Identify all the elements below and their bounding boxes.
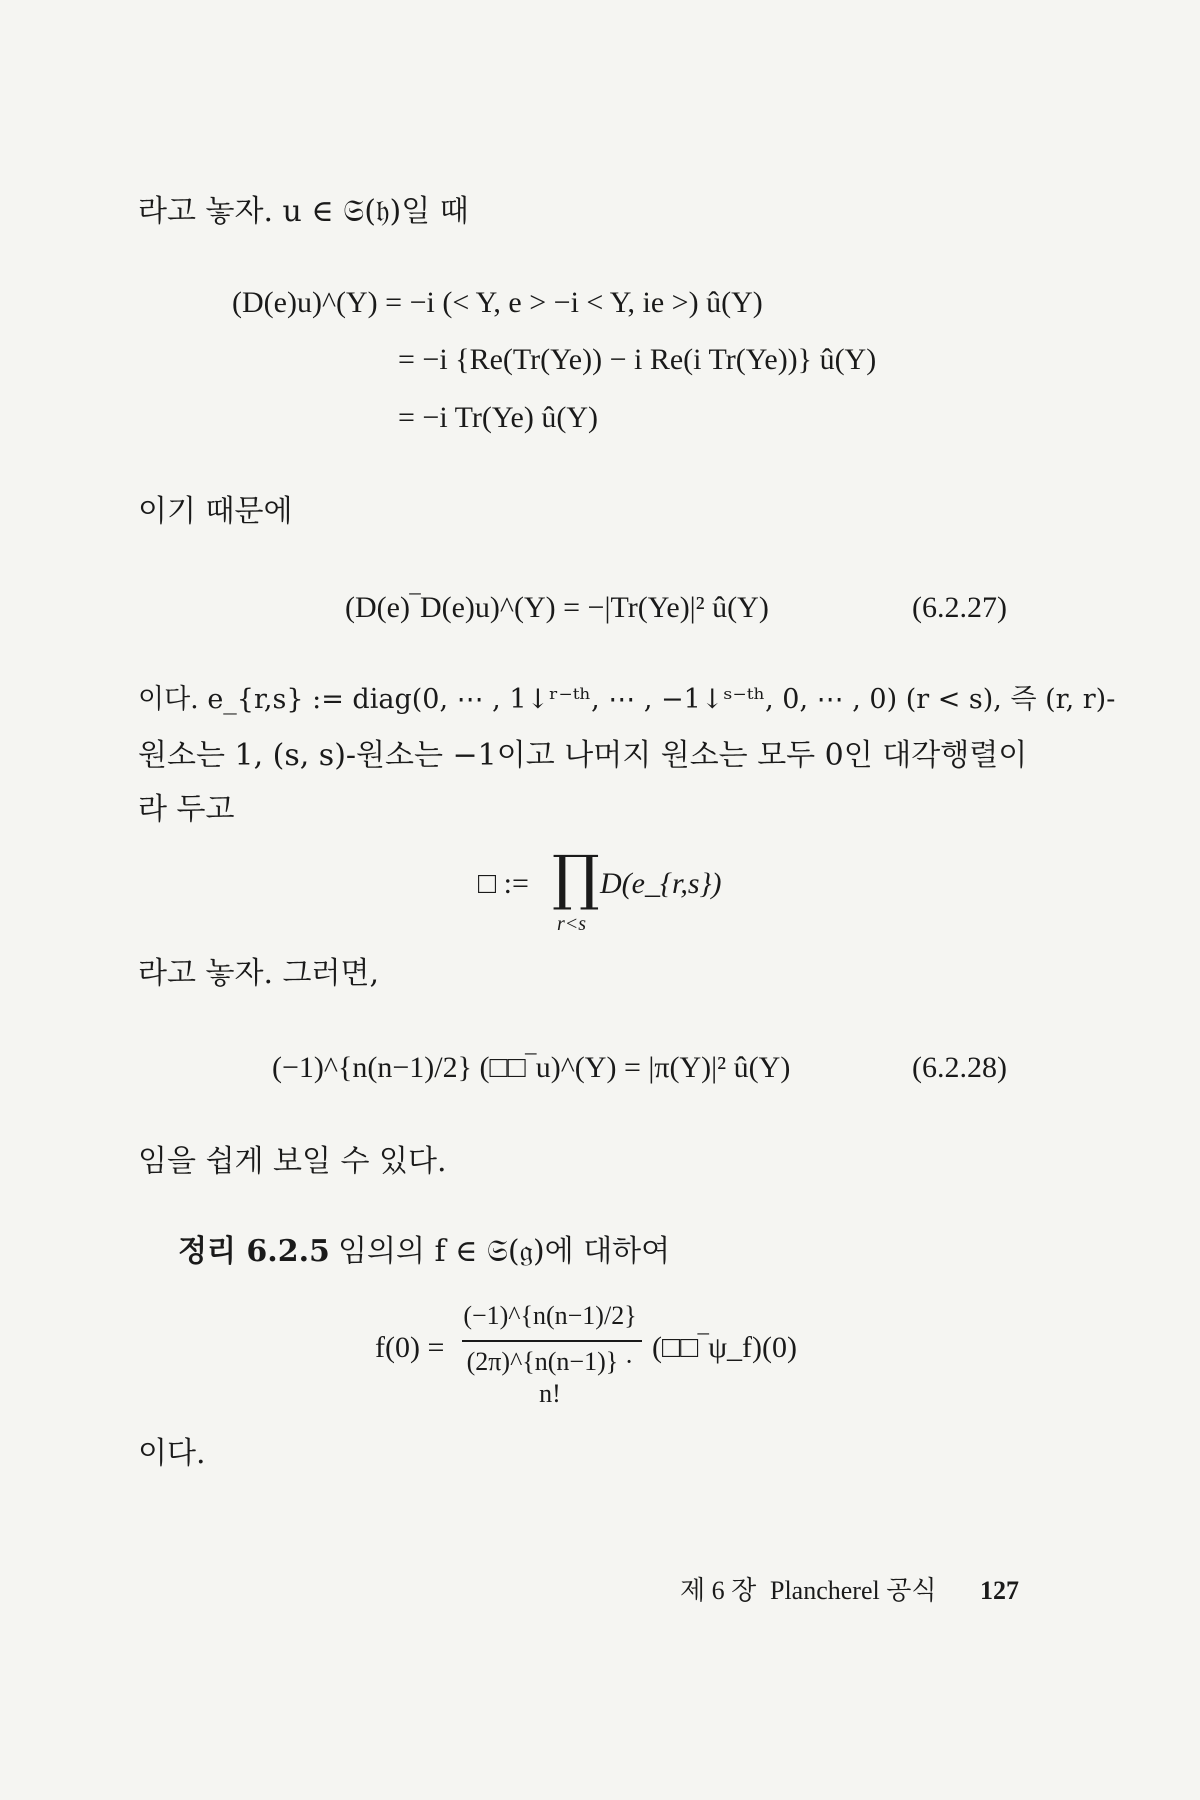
equation-line-1: (D(e)u)^(Y) = −i (< Y, e > −i < Y, ie >) û(Y) <box>232 286 763 319</box>
equation-6-2-27: (D(e)‾D(e)u)^(Y) = −|Tr(Ye)|² û(Y) <box>345 591 769 624</box>
product-symbol: ∏ <box>552 843 600 913</box>
box-operator-lhs: □ := <box>478 867 529 900</box>
theorem-statement: 임의의 f ∈ 𝔖(𝔤)에 대하여 <box>338 1234 671 1269</box>
paragraph-conclusion: 이다. <box>138 1436 206 1471</box>
paragraph-definition-line-2: 원소는 1, (s, s)-원소는 −1이고 나머지 원소는 모두 0인 대각행렬이 <box>138 738 1028 773</box>
fraction-bar <box>462 1340 642 1342</box>
fraction-denominator: (2π)^{n(n−1)} · n! <box>466 1347 634 1408</box>
paragraph-then: 라고 놓자. 그러면, <box>138 956 380 991</box>
paragraph-easy: 임을 쉽게 보일 수 있다. <box>138 1144 447 1179</box>
paragraph-definition-line-3: 라 두고 <box>138 792 235 827</box>
equation-6-2-28: (−1)^{n(n−1)/2} (□□‾u)^(Y) = |π(Y)|² û(Y) <box>272 1051 791 1084</box>
formula-rhs: (□□‾ψ_f)(0) <box>652 1331 797 1364</box>
equation-line-2: = −i {Re(Tr(Ye)) − i Re(i Tr(Ye))} û(Y) <box>398 343 877 376</box>
box-operator-rhs: D(e_{r,s}) <box>600 867 722 900</box>
equation-line-3: = −i Tr(Ye) û(Y) <box>398 401 598 434</box>
equation-number-6-2-27: (6.2.27) <box>912 591 1007 624</box>
product-subscript: r<s <box>557 913 587 935</box>
page-number: 127 <box>980 1576 1019 1605</box>
fraction-numerator: (−1)^{n(n−1)/2} <box>463 1301 637 1330</box>
theorem-label: 정리 6.2.5 <box>178 1234 330 1269</box>
formula-lhs: f(0) = <box>375 1331 445 1364</box>
footer-title: Plancherel 공식 <box>770 1576 937 1605</box>
paragraph-definition-line-1: 이다. e_{r,s} := diag(0, ⋯ , 1↓ʳ⁻ᵗʰ, ⋯ , −1↓ˢ⁻ᵗʰ, 0, ⋯ , 0) (r < s), 즉 (r, r)- <box>138 684 1116 715</box>
footer-chapter: 제 6 장 <box>680 1576 757 1605</box>
paragraph-intro: 라고 놓자. u ∈ 𝔖(𝔥)일 때 <box>138 194 469 229</box>
equation-number-6-2-28: (6.2.28) <box>912 1051 1007 1084</box>
paragraph-because: 이기 때문에 <box>138 494 293 529</box>
